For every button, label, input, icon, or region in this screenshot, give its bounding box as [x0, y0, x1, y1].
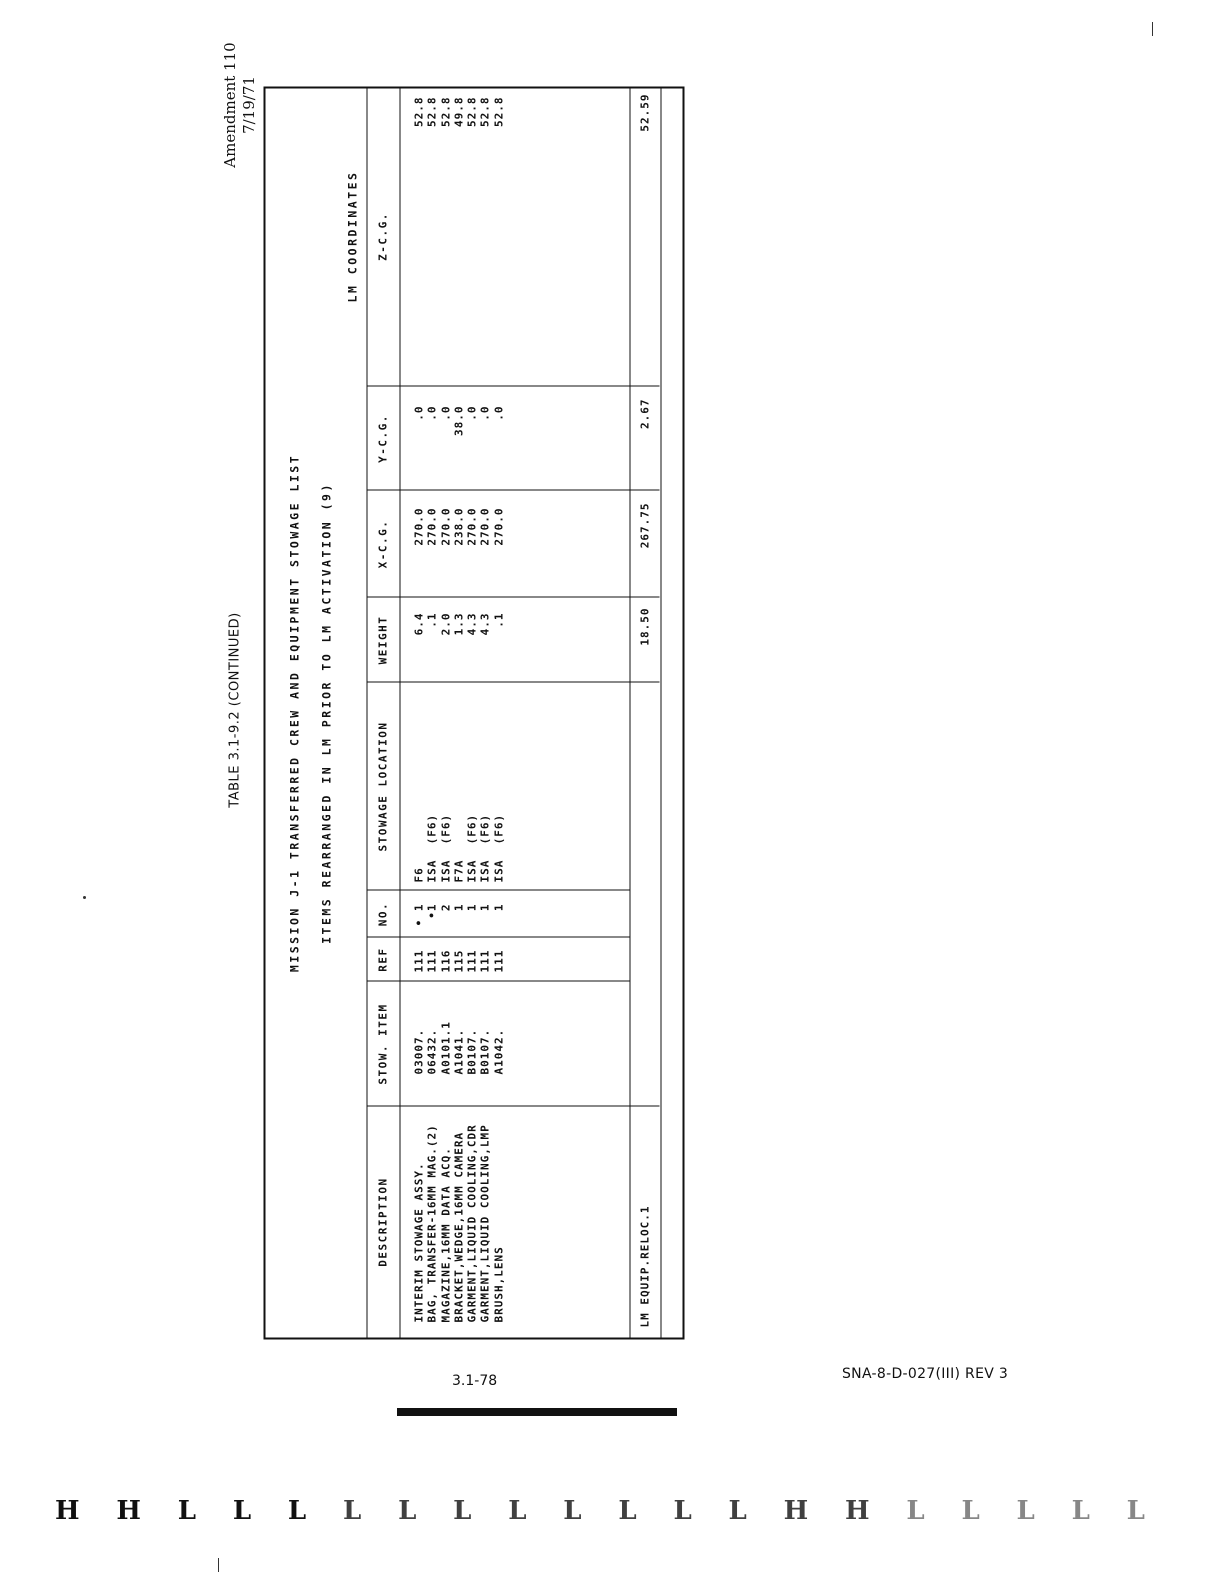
- table-cell-z: 52.8: [465, 96, 479, 127]
- table-cell-stow_item: B0107.: [478, 1028, 492, 1074]
- table-cell-x: 270.0: [412, 507, 425, 546]
- table-cell-description: BRACKET,WEDGE,16MM CAMERA: [451, 1131, 465, 1322]
- scan-mark: [1152, 22, 1153, 36]
- film-mark: L: [728, 1496, 747, 1526]
- table-cell-x: 270.0: [438, 507, 452, 546]
- total-weight: 18.50: [638, 607, 651, 646]
- header-stowage-location: STOWAGE LOCATION: [376, 721, 389, 851]
- film-mark: L: [232, 1496, 252, 1526]
- table-cell-z: 52.8: [425, 96, 439, 127]
- table-cell-weight: 6.4: [412, 612, 425, 635]
- table-caption-text: TABLE 3.1-9.2 (CONTINUED): [227, 612, 243, 808]
- table-cell-no: 1: [491, 903, 505, 911]
- document-id: SNA-8-D-027(III) REV 3: [842, 1366, 1009, 1382]
- header-x-cg: X-C.G.: [376, 519, 389, 568]
- table-cell-stow_item: A0101.1: [438, 1020, 452, 1074]
- table-cell-description: GARMENT,LIQUID COOLING,CDR: [465, 1123, 479, 1322]
- lm-coordinates-header: LM COORDINATES: [345, 170, 359, 302]
- col-description: [412, 1124, 505, 1322]
- table-cell-stow_item: A1042.: [491, 1028, 505, 1074]
- col-weight: [412, 612, 505, 682]
- table-cell-description: INTERIM STOWAGE ASSY.: [412, 1161, 425, 1322]
- table-cell-ref: 116: [438, 949, 452, 972]
- header-z-cg: Z-C.G.: [376, 211, 389, 261]
- table-cell-x: 270.0: [478, 507, 492, 546]
- col-y-cg: [412, 405, 505, 490]
- table-cell-y: .0: [425, 405, 439, 421]
- table-cell-no: • 1: [412, 903, 425, 926]
- table-cell-z: 52.8: [438, 96, 452, 127]
- table-cell-weight: 4.3: [465, 612, 479, 635]
- table-wrapper: [263, 86, 684, 1339]
- total-label: LM EQUIP.RELOC.1: [638, 1205, 651, 1327]
- table-cell-ref: 115: [451, 949, 465, 972]
- film-mark: L: [398, 1496, 417, 1526]
- table-cell-ref: 111: [491, 949, 505, 972]
- film-mark: L: [342, 1496, 362, 1526]
- total-z-cg: 52.59: [638, 93, 651, 132]
- table-cell-no: 2: [438, 903, 452, 911]
- table-cell-ref: 111: [425, 949, 439, 972]
- table-cell-no: 1: [451, 903, 465, 911]
- total-x-cg: 267.75: [638, 502, 651, 548]
- amendment-number: Amendment 110: [221, 42, 239, 168]
- table-cell-weight: 1.3: [451, 612, 465, 635]
- table-cell-x: 270.0: [465, 507, 479, 546]
- col-z-cg: [412, 96, 505, 386]
- col-stow-item: [412, 1021, 505, 1074]
- film-mark: L: [453, 1496, 472, 1526]
- table-cell-weight: .1: [491, 612, 505, 628]
- table-cell-location: ISA (F6): [491, 813, 505, 882]
- table-body: [399, 88, 629, 1337]
- table-cell-x: 270.0: [491, 507, 505, 546]
- film-mark: L: [1126, 1496, 1145, 1526]
- table-cell-stow_item: A1041.: [451, 1028, 465, 1074]
- film-mark: L: [287, 1496, 307, 1526]
- table-cell-ref: 111: [465, 949, 479, 972]
- black-bar: [397, 1408, 677, 1416]
- scan-speck: [83, 896, 86, 899]
- table-cell-location: F7A: [451, 859, 465, 882]
- table-title: MISSION J-1 TRANSFERRED CREW AND EQUIPMENT STOWAGE LIST: [287, 453, 301, 972]
- table-cell-no: 1: [465, 903, 479, 911]
- scan-mark-bottom: [218, 1558, 219, 1572]
- table-cell-z: 49.8: [451, 96, 465, 127]
- film-mark: H: [783, 1496, 809, 1526]
- film-mark: L: [673, 1496, 692, 1526]
- col-no: [412, 903, 505, 937]
- col-x-cg: [412, 507, 505, 597]
- table-cell-location: ISA (F6): [425, 813, 439, 882]
- table-cell-x: 270.0: [425, 507, 439, 546]
- table-cell-z: 52.8: [412, 96, 425, 127]
- table-cell-stow_item: 06432.: [425, 1028, 439, 1074]
- table-cell-description: MAGAZINE,16MM DATA ACQ.: [438, 1146, 452, 1322]
- table-cell-y: .0: [478, 405, 492, 421]
- film-mark: L: [961, 1496, 980, 1526]
- total-y-cg: 2.67: [638, 398, 651, 429]
- col-location: [412, 813, 505, 882]
- film-mark: H: [55, 1496, 80, 1526]
- col-ref: [412, 949, 505, 972]
- header-no: NO.: [376, 901, 389, 926]
- table-cell-description: BRUSH,LENS: [491, 1245, 505, 1322]
- header-y-cg: Y-C.G.: [376, 413, 389, 463]
- film-mark: L: [1016, 1496, 1035, 1526]
- amendment-date: 7/19/71: [240, 76, 258, 134]
- table-cell-weight: .1: [425, 612, 439, 628]
- table-cell-stow_item: 03007.: [412, 1028, 425, 1074]
- film-mark: L: [906, 1496, 925, 1526]
- table-cell-no: •1: [425, 903, 439, 919]
- table-cell-y: .0: [491, 405, 505, 421]
- table-cell-description: GARMENT,LIQUID COOLING,LMP: [478, 1123, 492, 1322]
- table-cell-location: ISA (F6): [465, 813, 479, 882]
- stowage-table: [263, 86, 684, 1339]
- table-cell-y: .0: [438, 405, 452, 421]
- header-stow-item: STOW. ITEM: [376, 1002, 389, 1085]
- header-description: DESCRIPTION: [376, 1176, 389, 1267]
- table-cell-z: 52.8: [478, 96, 492, 127]
- table-cell-y: .0: [412, 405, 425, 421]
- film-mark: L: [1071, 1496, 1090, 1526]
- film-mark: L: [563, 1496, 582, 1526]
- table-cell-location: ISA (F6): [478, 813, 492, 882]
- header-ref: REF: [376, 946, 389, 972]
- table-cell-ref: 111: [412, 949, 425, 972]
- table-cell-y: 38.0: [451, 405, 465, 436]
- header-weight: WEIGHT: [376, 615, 389, 664]
- table-subtitle: ITEMS REARRANGED IN LM PRIOR TO LM ACTIVATION (9): [319, 481, 333, 944]
- table-cell-weight: 2.0: [438, 612, 452, 635]
- film-mark: L: [508, 1496, 527, 1526]
- film-mark: H: [116, 1496, 141, 1526]
- table-cell-location: ISA (F6): [438, 813, 452, 882]
- table-cell-description: BAG, TRANSFER-16MM MAG.(2): [425, 1123, 439, 1322]
- page-number: 3.1-78: [452, 1373, 498, 1389]
- film-mark: L: [618, 1496, 637, 1526]
- table-cell-z: 52.8: [491, 96, 505, 127]
- film-edge-marks: [55, 1496, 1145, 1526]
- table-cell-location: F6: [412, 866, 425, 882]
- table-cell-weight: 4.3: [478, 612, 492, 635]
- table-cell-stow_item: B0107.: [465, 1028, 479, 1074]
- table-cell-no: 1: [478, 903, 492, 911]
- table-cell-y: .0: [465, 405, 479, 421]
- table-cell-x: 238.0: [451, 507, 465, 546]
- film-mark: L: [177, 1496, 197, 1526]
- film-mark: H: [844, 1496, 870, 1526]
- table-cell-ref: 111: [478, 949, 492, 972]
